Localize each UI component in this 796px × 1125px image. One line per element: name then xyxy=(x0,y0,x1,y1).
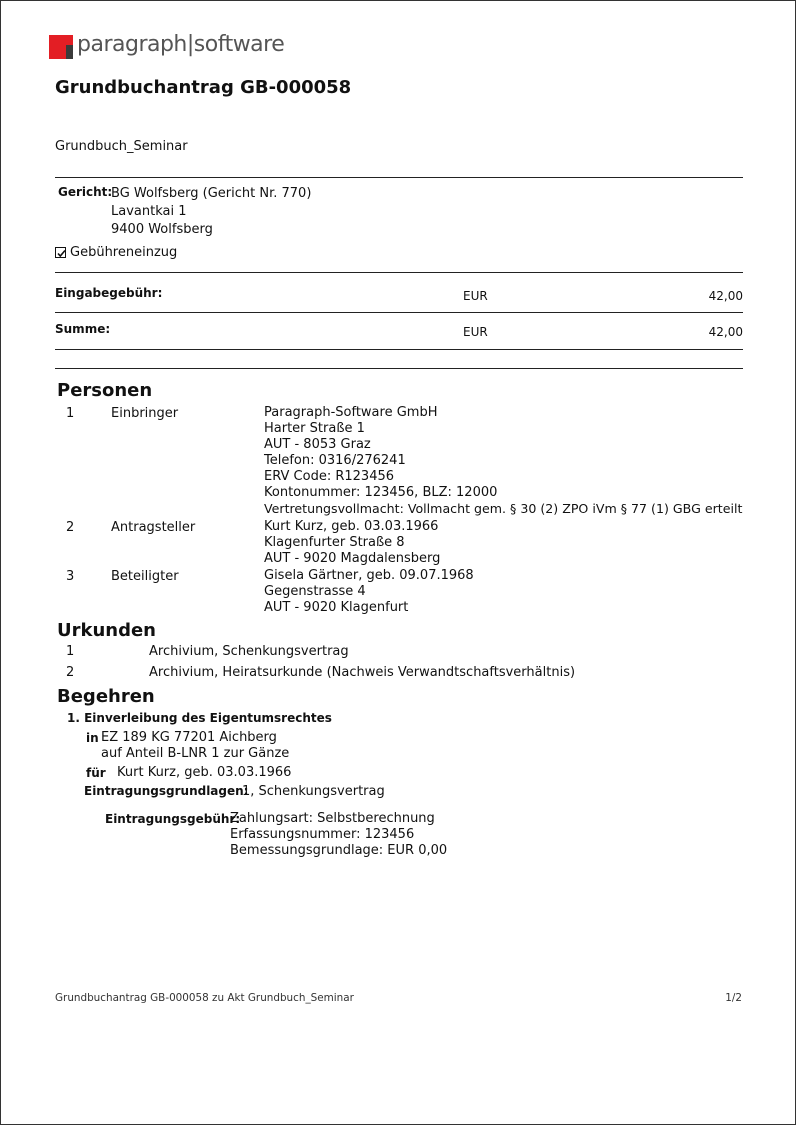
divider xyxy=(55,272,743,273)
urkunde-text: Archivium, Schenkungsvertrag xyxy=(149,644,349,659)
person-num: 2 xyxy=(66,520,75,535)
gericht-line: BG Wolfsberg (Gericht Nr. 770) xyxy=(111,186,312,201)
person-line: Kontonummer: 123456, BLZ: 12000 xyxy=(264,485,498,500)
person-line: AUT - 8053 Graz xyxy=(264,437,371,452)
person-line: Gisela Gärtner, geb. 09.07.1968 xyxy=(264,568,474,583)
divider xyxy=(55,368,743,369)
urkunde-num: 2 xyxy=(66,665,75,680)
fee-currency: EUR xyxy=(463,289,488,303)
gebuehr-details xyxy=(230,811,447,859)
person-line: Harter Straße 1 xyxy=(264,421,365,436)
gebuehr-line: Bemessungsgrundlage: EUR 0,00 xyxy=(230,843,448,858)
fee-amount: 42,00 xyxy=(708,289,743,303)
gericht-line: Lavantkai 1 xyxy=(111,204,187,219)
gebuehreneinzug-checkbox[interactable] xyxy=(55,247,66,258)
page-number: 1/2 xyxy=(725,992,742,1004)
divider xyxy=(55,312,743,313)
grundlagen-label: Eintragungsgrundlagen: xyxy=(84,784,249,798)
person-details xyxy=(264,405,742,517)
gericht-line: 9400 Wolfsberg xyxy=(111,222,213,237)
in-line: EZ 189 KG 77201 Aichberg xyxy=(101,730,277,745)
urkunde-text: Archivium, Heiratsurkunde (Nachweis Verwandtschaftsverhältnis) xyxy=(149,665,576,680)
gebuehr-label: Eintragungsgebühr: xyxy=(105,812,241,826)
summe-amount: 42,00 xyxy=(708,325,743,339)
urkunde-num: 1 xyxy=(66,644,75,659)
begehren-heading: Begehren xyxy=(57,686,155,707)
person-num: 1 xyxy=(66,406,75,421)
footer-text: Grundbuchantrag GB-000058 zu Akt Grundbuch_Seminar xyxy=(55,992,354,1004)
person-line: Paragraph-Software GmbH xyxy=(264,405,438,420)
in-label: in xyxy=(86,731,99,745)
personen-heading: Personen xyxy=(57,380,153,401)
begehren-item-title: 1. Einverleibung des Eigentumsrechtes xyxy=(67,711,332,725)
grundlagen-value: 1, Schenkungsvertrag xyxy=(242,784,385,799)
person-line: Kurt Kurz, geb. 03.03.1966 xyxy=(264,519,439,534)
person-role: Antragsteller xyxy=(111,520,196,535)
person-details xyxy=(264,568,474,616)
summe-label: Summe: xyxy=(55,322,111,336)
person-line: ERV Code: R123456 xyxy=(264,469,395,484)
person-line: Gegenstrasse 4 xyxy=(264,584,366,599)
fee-label: Eingabegebühr: xyxy=(55,286,163,300)
gebuehreneinzug-label: Gebühreneinzug xyxy=(70,245,178,260)
person-line: Vertretungsvollmacht: Vollmacht gem. § 30 (2) ZPO iVm § 77 (1) GBG erteilt xyxy=(264,501,743,516)
gebuehr-line: Zahlungsart: Selbstberechnung xyxy=(230,811,435,826)
logo-square-icon xyxy=(49,35,73,59)
person-line: Klagenfurter Straße 8 xyxy=(264,535,405,550)
urkunden-heading: Urkunden xyxy=(57,620,156,641)
logo-text: paragraph|software xyxy=(77,32,285,57)
person-line: AUT - 9020 Magdalensberg xyxy=(264,551,441,566)
page-title: Grundbuchantrag GB-000058 xyxy=(55,77,352,98)
person-details xyxy=(264,519,440,567)
summe-currency: EUR xyxy=(463,325,488,339)
fuer-label: für xyxy=(86,766,106,780)
person-line: Telefon: 0316/276241 xyxy=(264,453,406,468)
person-line: AUT - 9020 Klagenfurt xyxy=(264,600,409,615)
checkmark-icon xyxy=(56,248,67,259)
gericht-address xyxy=(111,185,312,237)
gebuehr-line: Erfassungsnummer: 123456 xyxy=(230,827,415,842)
person-role: Einbringer xyxy=(111,406,179,421)
person-role: Beteiligter xyxy=(111,569,179,584)
akt-name: Grundbuch_Seminar xyxy=(55,139,188,154)
divider xyxy=(55,349,743,350)
person-num: 3 xyxy=(66,569,75,584)
divider xyxy=(55,177,743,178)
fuer-value: Kurt Kurz, geb. 03.03.1966 xyxy=(117,765,292,780)
gericht-label: Gericht: xyxy=(58,185,113,199)
in-line: auf Anteil B-LNR 1 zur Gänze xyxy=(101,746,290,761)
